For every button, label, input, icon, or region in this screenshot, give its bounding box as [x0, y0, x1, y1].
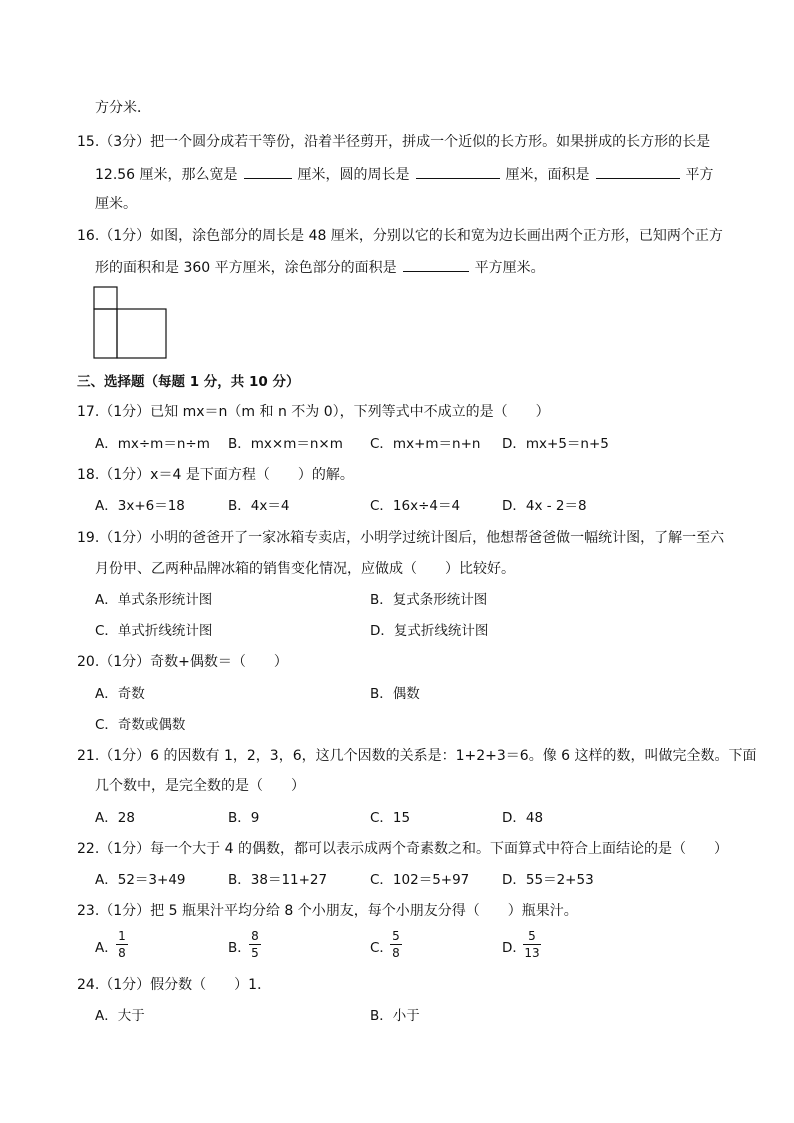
small-square — [94, 287, 117, 309]
q16-text-1: 形的面积和是 360 平方厘米，涂色部分的面积是 — [95, 260, 397, 276]
q23-option-a-fraction — [116, 929, 128, 960]
q22-option-d[interactable]: D．55＝2+53 — [502, 872, 594, 888]
q18-option-d[interactable]: D．4x - 2＝8 — [502, 498, 587, 514]
fraction-denominator: 5 — [251, 946, 259, 960]
q20-option-a[interactable]: A．奇数 — [95, 686, 145, 702]
large-square — [117, 309, 166, 358]
q17-option-d[interactable]: D．mx+5＝n+5 — [502, 436, 609, 452]
q22-option-b[interactable]: B．38＝11+27 — [228, 872, 328, 888]
q19-option-d[interactable]: D．复式折线统计图 — [370, 623, 489, 639]
q21-option-b[interactable]: B．9 — [228, 810, 260, 826]
q23-option-c-fraction — [390, 929, 402, 960]
fraction-bar — [249, 944, 261, 945]
q15-text-3: 厘米，面积是 — [505, 167, 590, 183]
q21-option-a[interactable]: A．28 — [95, 810, 135, 826]
q23-option-a-label[interactable]: A． — [95, 940, 118, 956]
fraction-bar — [116, 944, 128, 945]
shaded-rectangle — [94, 309, 117, 358]
question-20: 20.（1分）奇数+偶数＝（ ） — [77, 654, 288, 670]
q16-blank-area — [403, 257, 469, 272]
q16-figure — [93, 286, 169, 360]
q17-option-a[interactable]: A．mx÷m＝n÷m — [95, 436, 210, 452]
question-15-line1: 15.（3分）把一个圆分成若干等份，沿着半径剪开，拼成一个近似的长方形。如果拼成的长方形的长是 — [77, 134, 711, 150]
q22-option-c[interactable]: C．102＝5+97 — [370, 872, 470, 888]
q19-option-b[interactable]: B．复式条形统计图 — [370, 592, 488, 608]
question-15-line2 — [95, 164, 714, 185]
fraction-numerator: 8 — [251, 929, 259, 943]
q17-option-b[interactable]: B．mx×m＝n×m — [228, 436, 343, 452]
continuation-text: 方分米． — [95, 100, 151, 116]
q15-blank-width — [244, 164, 292, 179]
q20-option-c[interactable]: C．奇数或偶数 — [95, 717, 186, 733]
question-23: 23.（1分）把 5 瓶果汁平均分给 8 个小朋友，每个小朋友分得（ ）瓶果汁。 — [77, 903, 578, 919]
q18-option-a[interactable]: A．3x+6＝18 — [95, 498, 185, 514]
fraction-numerator: 5 — [392, 929, 400, 943]
q23-option-b-fraction — [249, 929, 261, 960]
section-3-heading: 三、选择题（每题 1 分，共 10 分） — [77, 374, 300, 390]
question-24: 24.（1分）假分数（ ）1． — [77, 977, 272, 993]
q18-option-c[interactable]: C．16x÷4＝4 — [370, 498, 461, 514]
fraction-bar — [523, 944, 541, 945]
question-18: 18.（1分）x＝4 是下面方程（ ）的解。 — [77, 467, 354, 483]
fraction-numerator: 1 — [118, 929, 126, 943]
q23-option-c-label[interactable]: C． — [370, 940, 393, 956]
q17-option-c[interactable]: C．mx+m＝n+n — [370, 436, 481, 452]
question-19-line1: 19.（1分）小明的爸爸开了一家冰箱专卖店，小明学过统计图后，他想帮爸爸做一幅统计图，了解一至六 — [77, 530, 725, 546]
q20-option-b[interactable]: B．偶数 — [370, 686, 420, 702]
question-22: 22.（1分）每一个大于 4 的偶数，都可以表示成两个奇素数之和。下面算式中符合上面结论的是（ ） — [77, 841, 728, 857]
question-15-line3: 厘米。 — [95, 196, 137, 212]
q21-option-c[interactable]: C．15 — [370, 810, 411, 826]
q19-option-c[interactable]: C．单式折线统计图 — [95, 623, 213, 639]
q15-text-4: 平方 — [685, 167, 714, 183]
fraction-denominator: 8 — [118, 946, 126, 960]
q18-option-b[interactable]: B．4x＝4 — [228, 498, 290, 514]
question-21-line1: 21.（1分）6 的因数有 1，2，3，6，这几个因数的关系是：1+2+3＝6。像 6 这样的数，叫做完全数。下面 — [77, 748, 757, 764]
q15-text-1: 12.56 厘米，那么宽是 — [95, 167, 238, 183]
question-21-line2: 几个数中，是完全数的是（ ） — [95, 778, 305, 794]
q19-option-a[interactable]: A．单式条形统计图 — [95, 592, 213, 608]
q23-option-d-label[interactable]: D． — [502, 940, 526, 956]
question-16-line2 — [95, 257, 545, 278]
q15-blank-circumference — [416, 164, 500, 179]
q22-option-a[interactable]: A．52＝3+49 — [95, 872, 186, 888]
q16-text-2: 平方厘米。 — [474, 260, 545, 276]
question-16-line1: 16.（1分）如图，涂色部分的周长是 48 厘米，分别以它的长和宽为边长画出两个正方形，已知两个正方 — [77, 228, 723, 244]
q24-option-b[interactable]: B．小于 — [370, 1008, 420, 1024]
fraction-denominator: 13 — [524, 946, 540, 960]
fraction-numerator: 5 — [528, 929, 536, 943]
question-17: 17.（1分）已知 mx＝n（m 和 n 不为 0），下列等式中不成立的是（ ） — [77, 404, 550, 420]
q23-option-b-label[interactable]: B． — [228, 940, 251, 956]
q23-option-d-fraction — [523, 929, 541, 960]
fraction-bar — [390, 944, 402, 945]
q24-option-a[interactable]: A．大于 — [95, 1008, 145, 1024]
fraction-denominator: 8 — [392, 946, 400, 960]
question-19-line2: 月份甲、乙两种品牌冰箱的销售变化情况，应做成（ ）比较好。 — [95, 561, 515, 577]
q15-text-2: 厘米，圆的周长是 — [297, 167, 410, 183]
q21-option-d[interactable]: D．48 — [502, 810, 544, 826]
q15-blank-area — [596, 164, 680, 179]
